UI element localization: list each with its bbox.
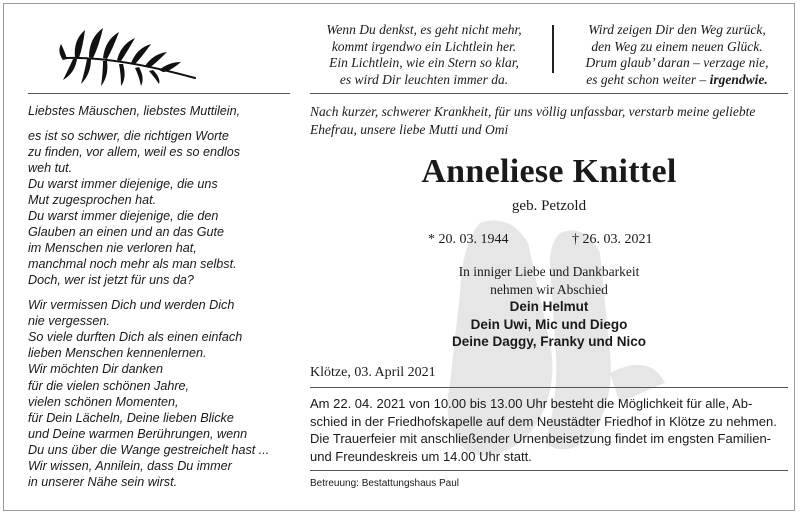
branch-icon: [55, 18, 205, 88]
left-poem-line: Liebstes Mäuschen, liebstes Muttilein,: [28, 104, 241, 118]
intro-text: [310, 103, 788, 139]
left-poem-line: weh tut.: [28, 160, 73, 175]
left-poem-line: in unserer Nähe sein wirst.: [28, 475, 178, 490]
left-poem-line: Wir wissen, Annilein, dass Du immer: [28, 458, 232, 473]
left-poem-line: manchmal noch mehr als man selbst.: [28, 257, 237, 272]
intro-line: Nach kurzer, schwerer Krankheit, für uns völlig unfassbar, verstarb meine geliebte: [310, 104, 756, 119]
poem-line: Wenn Du denkst, es geht nicht mehr,: [326, 22, 522, 37]
mourning-line: nehmen wir Abschied: [490, 281, 608, 297]
details-line: und Freundeskreis um 14.00 Uhr statt.: [310, 448, 532, 464]
stanza-gap: [28, 289, 290, 298]
undertaker: Betreuung: Bestattungshaus Paul: [310, 478, 459, 489]
poem-line: kommt irgendwo ein Lichtlein her.: [331, 38, 517, 54]
poem-line: es geht schon weiter – irgendwie.: [586, 71, 768, 87]
mourning-line: In inniger Liebe und Dankbarkeit: [458, 264, 640, 279]
left-poem-line: für die vielen schönen Jahre,: [28, 378, 190, 393]
maiden-name: geb. Petzold: [511, 198, 587, 214]
left-poem-line: zu finden, vor allem, weil es so endlos: [28, 144, 241, 159]
left-poem-line: nie vergessen.: [28, 314, 110, 329]
left-poem: [28, 103, 290, 490]
place-date: Klötze, 03. April 2021: [310, 365, 436, 380]
divider-left: [28, 93, 290, 94]
details-line: schied in der Friedhofskapelle auf dem Neustädter Friedhof in Klötze zu nehmen.: [310, 413, 777, 429]
left-poem-line: Wir vermissen Dich und werden Dich: [28, 298, 235, 313]
left-poem-line: Doch, wer ist jetzt für uns da?: [28, 273, 194, 288]
left-poem-line: es ist so schwer, die richtigen Worte: [28, 128, 229, 143]
left-poem-line: Mut zugesprochen hat.: [28, 192, 157, 207]
death-date: † 26. 03. 2021: [572, 232, 653, 247]
details-line: Die Trauerfeier mit anschließender Urnenbeisetzung findet im engsten Familien-: [310, 431, 771, 446]
left-poem-line: Du warst immer diejenige, die uns: [28, 176, 218, 191]
poem-line: den Weg zu einem neuen Glück.: [591, 38, 763, 54]
mourner-name: Dein Uwi, Mic und Diego: [470, 316, 628, 332]
poem-line: Wird zeigen Dir den Weg zurück,: [588, 22, 766, 37]
left-poem-line: lieben Menschen kennenlernen.: [28, 346, 207, 361]
left-poem-line: Glauben an einen und an das Gute: [28, 225, 225, 240]
intro-line: Ehefrau, unsere liebe Mutti und Omi: [310, 122, 509, 137]
left-poem-line: im Menschen nie verloren hat,: [28, 241, 197, 256]
left-poem-line: vielen schönen Momenten,: [28, 394, 179, 409]
details-line: Am 22. 04. 2021 von 10.00 bis 13.00 Uhr besteht die Möglichkeit für alle, Ab-: [310, 396, 753, 411]
left-poem-line: und Deine warmen Berührungen, wenn: [28, 426, 248, 441]
left-poem-line: für Dein Lächeln, Deine lieben Blicke: [28, 410, 234, 425]
mourner-name: Dein Helmut: [509, 299, 589, 314]
divider-details: [310, 387, 788, 388]
stanza-gap: [28, 119, 290, 128]
left-poem-line: Du warst immer diejenige, die den: [28, 209, 219, 224]
birth-date: * 20. 03. 1944: [428, 232, 509, 247]
divider-undertaker: [310, 470, 788, 471]
poem-line: es wird Dir leuchten immer da.: [339, 71, 509, 87]
funeral-details: [310, 395, 784, 465]
divider-right: [310, 93, 788, 94]
poem-separator: [552, 25, 554, 73]
left-poem-line: Du uns über die Wange gestreichelt hast ...: [28, 442, 270, 457]
deceased-name: Anneliese Knittel: [421, 153, 677, 190]
poem-top-left: [306, 22, 542, 88]
poem-line: Ein Lichtlein, wie ein Stern so klar,: [329, 55, 519, 70]
main-announcement: [310, 103, 788, 489]
mourners: [310, 263, 788, 351]
left-poem-line: So viele durften Dich als einen einfach: [28, 330, 243, 345]
left-poem-line: Wir möchten Dir danken: [28, 362, 163, 377]
poem-line: Drum glaub’ daran – verzage nie,: [585, 55, 769, 70]
mourner-name: Deine Daggy, Franky und Nico: [451, 334, 647, 349]
poem-top-right: [560, 22, 794, 88]
poem-emphasis: irgendwie.: [709, 71, 768, 87]
